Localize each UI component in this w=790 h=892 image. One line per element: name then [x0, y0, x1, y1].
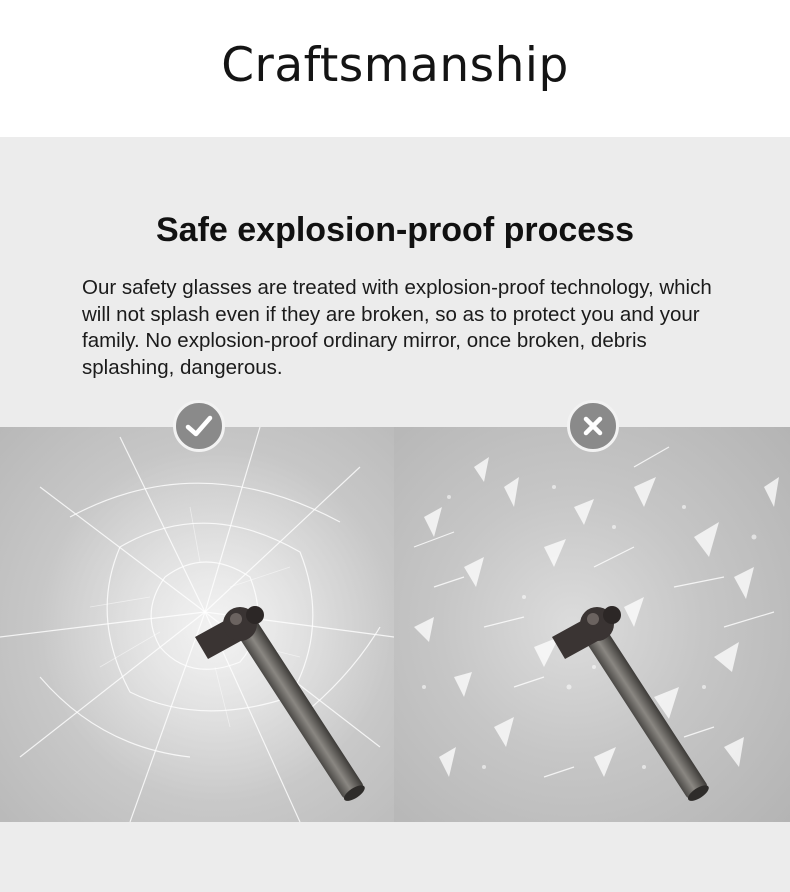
shattered-glass-illustration — [394, 427, 790, 822]
content-panel — [0, 137, 790, 892]
cracked-glass-illustration — [0, 427, 394, 822]
check-badge — [173, 400, 225, 452]
page-title: Craftsmanship — [221, 38, 569, 93]
cross-badge — [567, 400, 619, 452]
header — [0, 0, 790, 137]
section-description: Our safety glasses are treated with explosion-proof technology, which will not splash even if they are broken, so as to protect you and your family. No explosion-proof ordinary mirror, once broken, debris splashing, dangerous. — [82, 276, 712, 379]
section-title: Safe explosion-proof process — [156, 211, 634, 249]
check-icon — [185, 414, 213, 438]
safety-glass-image — [0, 427, 394, 822]
cross-icon — [581, 414, 605, 438]
ordinary-mirror-image — [394, 427, 790, 822]
